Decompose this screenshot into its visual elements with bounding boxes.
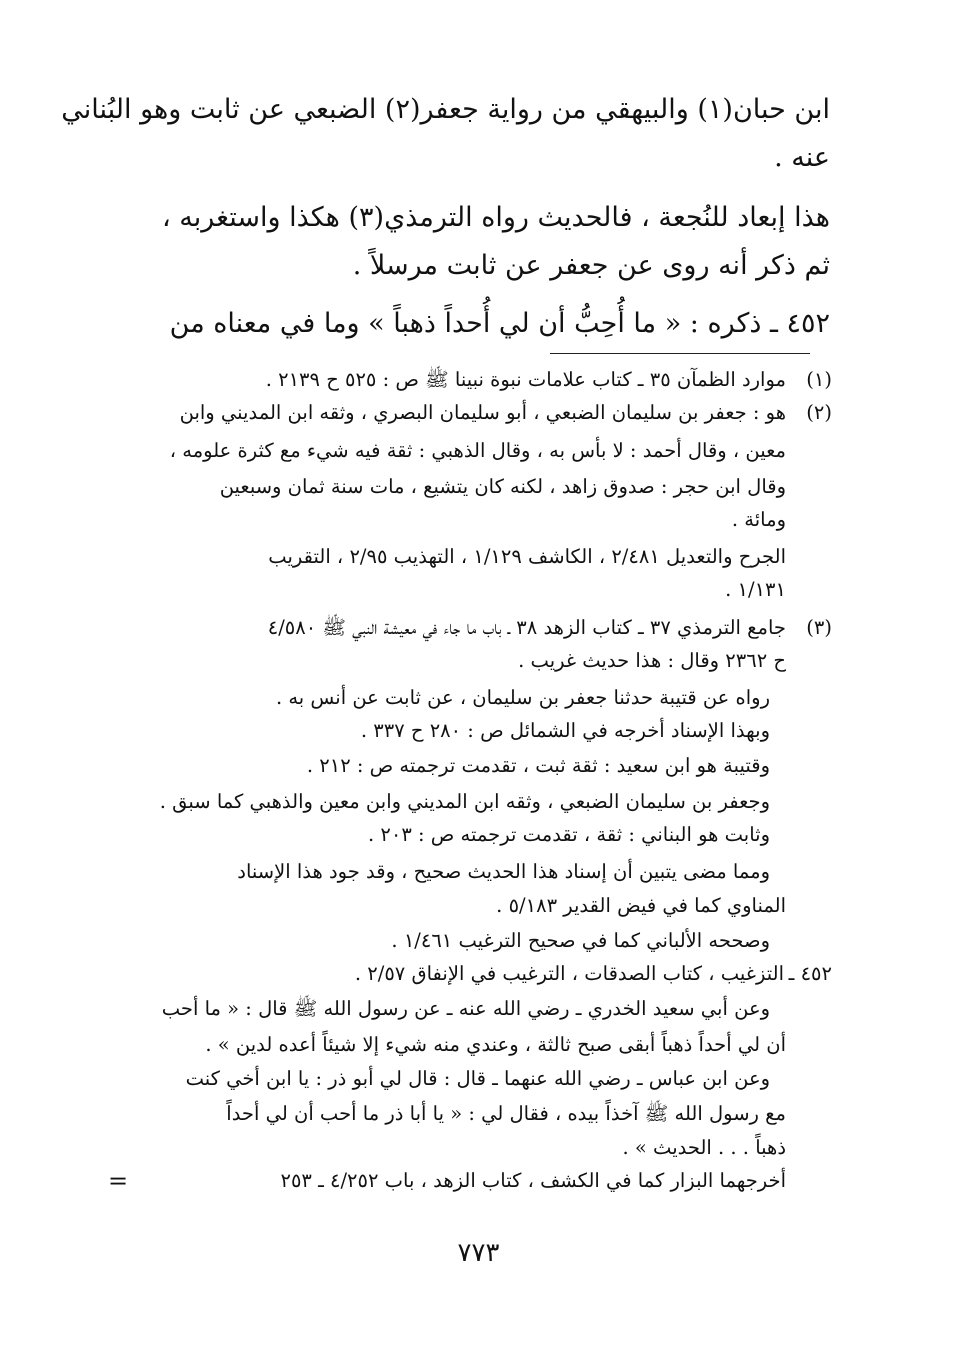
footnote-line: الجرح والتعديل ٢/٤٨١ ، الكاشف ١/١٢٩ ، التهذيب ٢/٩٥ ، التقريب <box>268 545 786 568</box>
footnote-line: معين ، وقال أحمد : لا بأس به ، وقال الذهبي : ثقة فيه شيء مع كثرة علومه ، <box>169 439 786 462</box>
footnote-line: وعن ابن عباس ـ رضي الله عنهما ـ قال : قال لي أبو ذر : يا ابن أخي كنت <box>185 1067 770 1090</box>
footnote-line: أن لي أحداً ذهباً أبقى صبح ثالثة ، وعندي منه شيء إلا شيئاً أعده لدين » . <box>205 1033 786 1056</box>
main-line-3: هذا إبعاد للنُجعة ، فالحديث رواه الترمذي(٣) هكذا واستغربه ، <box>161 202 830 233</box>
footnote-number: (٣) <box>806 616 832 639</box>
footnote-line: أخرجهما البزار كما في الكشف ، كتاب الزهد ، باب ٤/٢٥٢ ـ ٢٥٣ <box>280 1169 786 1192</box>
footnote-line: ١/١٣١ . <box>725 578 786 601</box>
footnote-line: ومما مضى يتبين أن إسناد هذا الحديث صحيح ، وقد جود هذا الإسناد <box>237 860 770 883</box>
footnote-line: وعن أبي سعيد الخدري ـ رضي الله عنه ـ عن رسول الله ﷺ قال : « ما أحب <box>161 997 770 1020</box>
footnote-line: وجعفر بن سليمان الضبعي ، وثقه ابن المديني وابن معين والذهبي كما سبق . <box>159 790 770 813</box>
footnote-separator <box>550 353 810 354</box>
main-line-5: ٤٥٢ ـ ذكره : « ما أُحِبُّ أن لي أُحداً ذهباً » وما في معناه من <box>169 308 830 339</box>
footnote-line: وثابت هو البناني : ثقة ، تقدمت ترجمته ص : ٢٠٣ . <box>367 823 770 846</box>
footnote-line: رواه عن قتيبة حدثنا جعفر بن سليمان ، عن ثابت عن أنس به . <box>275 686 770 709</box>
footnote-line: جامع الترمذي ٣٧ ـ كتاب الزهد ٣٨ ـ باب ما جاء في معيشة النبي ﷺ ٤/٥٨٠ <box>267 616 786 639</box>
main-line-4: ثم ذكر أنه روى عن جعفر عن ثابت مرسلاً . <box>352 250 830 281</box>
continuation-mark: = <box>108 1167 129 1195</box>
footnote-line: موارد الظمآن ٣٥ ـ كتاب علامات نبوة نبينا ﷺ ص : ٥٢٥ ح ٢١٣٩ . <box>265 368 786 391</box>
footnote-number: ٤٥٢ ـ <box>788 962 832 985</box>
footnote-line: وقال ابن حجر : صدوق زاهد ، لكنه كان يتشيع ، مات سنة ثمان وسبعين <box>219 475 786 498</box>
footnote-line: ذهباً . . . الحديث » . <box>622 1136 786 1159</box>
footnote-line: وبهذا الإسناد أخرجه في الشمائل ص : ٢٨٠ ح ٣٣٧ . <box>360 719 770 742</box>
footnote-line: المناوي كما في فيض القدير ٥/١٨٣ . <box>496 894 786 917</box>
main-line-2: عنه . <box>774 142 830 173</box>
footnote-line: التزغيب ، كتاب الصدقات ، الترغيب في الإنفاق ٢/٥٧ . <box>354 962 784 985</box>
footnote-number: (١) <box>806 368 832 391</box>
footnote-line: ومائة . <box>731 508 786 531</box>
footnote-line: وصححه الألباني كما في صحيح الترغيب ١/٤٦١ . <box>391 929 770 952</box>
footnote-line: ح ٢٣٦٢ وقال : هذا حديث غريب . <box>518 649 786 672</box>
footnote-number: (٢) <box>806 401 832 424</box>
main-line-1: ابن حبان(١) والبيهقي من رواية جعفر(٢) الضبعي عن ثابت وهو البُناني <box>61 94 830 125</box>
footnote-line: وقتيبة هو ابن سعيد : ثقة ثبت ، تقدمت ترجمته ص : ٢١٢ . <box>306 754 770 777</box>
footnote-line: هو : جعفر بن سليمان الضبعي ، أبو سليمان البصري ، وثقه ابن المديني وابن <box>179 401 786 424</box>
page-number: ٧٧٣ <box>457 1238 500 1268</box>
footnote-line: مع رسول الله ﷺ آخذاً بيده ، فقال لي : « يا أبا ذر ما أحب أن لي أحداً <box>226 1102 786 1125</box>
